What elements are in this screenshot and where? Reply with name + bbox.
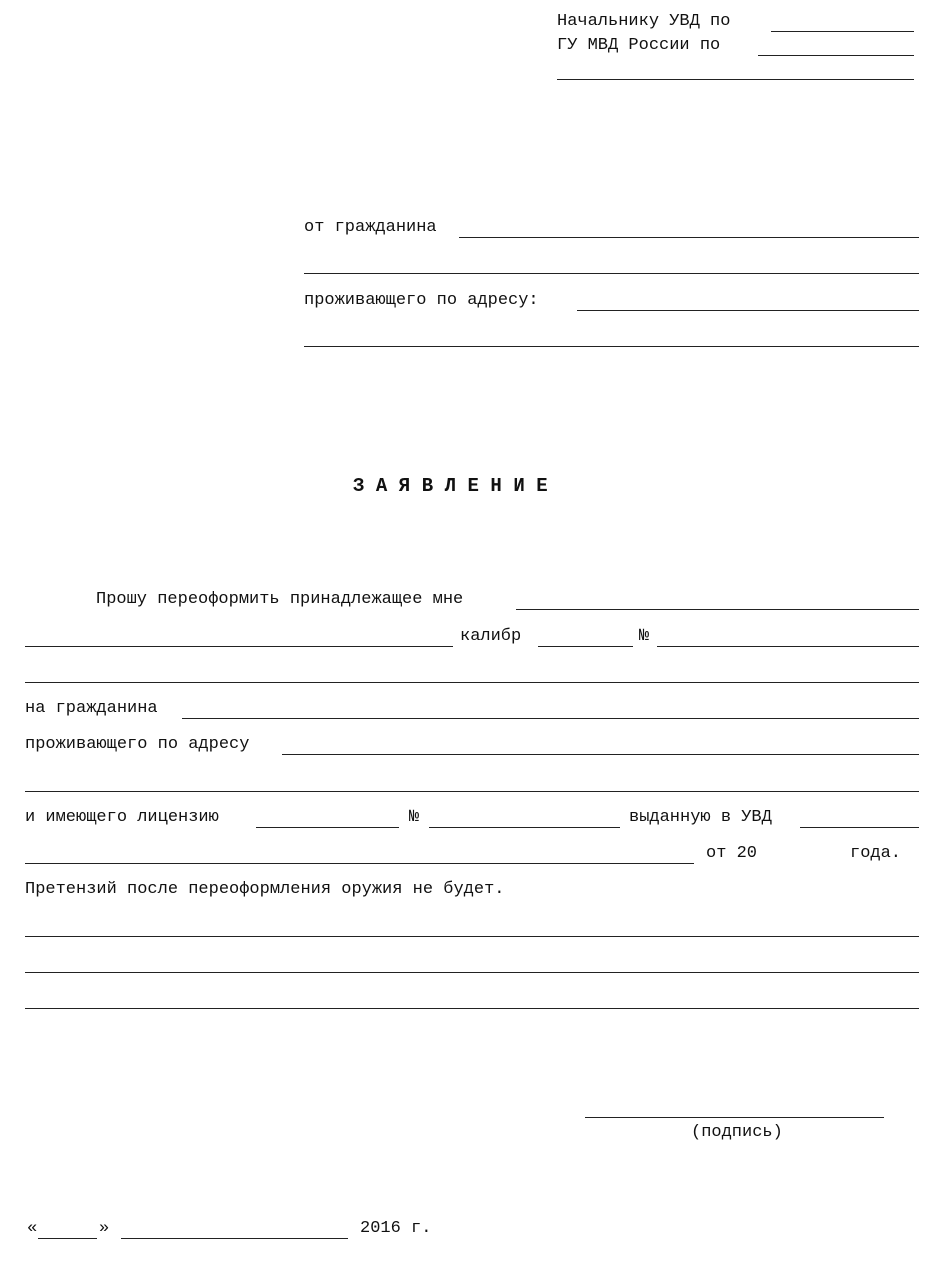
applicant-address-blank[interactable] xyxy=(577,310,919,311)
caliber-blank[interactable] xyxy=(538,646,633,647)
issued-by-blank[interactable] xyxy=(800,827,919,828)
date-open-quote: « xyxy=(27,1219,38,1238)
year-text: 2016 г. xyxy=(360,1219,432,1238)
applicant-address-label: проживающего по адресу: xyxy=(304,291,539,310)
extra-line-3[interactable] xyxy=(25,1008,919,1009)
header-line-2: ГУ МВД России по xyxy=(557,36,721,55)
from-citizen-blank-2[interactable] xyxy=(304,273,919,274)
from-citizen-blank[interactable] xyxy=(459,237,919,238)
header-line-1: Начальнику УВД по xyxy=(557,12,731,31)
request-text: Прошу переоформить принадлежащее мне xyxy=(96,590,464,609)
caliber-label: калибр xyxy=(460,627,522,646)
from-citizen-label: от гражданина xyxy=(304,218,437,237)
header-line-2-blank[interactable] xyxy=(758,55,914,56)
recipient-address-label: проживающего по адресу xyxy=(25,735,250,754)
number-sign-2: № xyxy=(409,808,420,827)
date-from-label: от 20 xyxy=(706,844,758,863)
to-citizen-blank[interactable] xyxy=(182,718,919,719)
date-close-quote: » xyxy=(99,1219,110,1238)
recipient-address-blank-2[interactable] xyxy=(25,791,919,792)
license-blank[interactable] xyxy=(256,827,399,828)
signature-blank[interactable] xyxy=(585,1117,884,1118)
license-number-blank[interactable] xyxy=(429,827,620,828)
weapon-model-blank[interactable] xyxy=(25,646,453,647)
weapon-number-blank[interactable] xyxy=(657,646,919,647)
day-blank[interactable] xyxy=(38,1238,97,1239)
no-claims-text: Претензий после переоформления оружия не будет. xyxy=(25,880,505,899)
license-label: и имеющего лицензию xyxy=(25,808,219,827)
applicant-address-blank-2[interactable] xyxy=(304,346,919,347)
extra-line-1[interactable] xyxy=(25,936,919,937)
to-citizen-label: на гражданина xyxy=(25,699,158,718)
weapon-extra-blank[interactable] xyxy=(25,682,919,683)
number-sign-1: № xyxy=(639,627,650,646)
header-line-3-blank[interactable] xyxy=(557,79,914,80)
header-line-1-blank[interactable] xyxy=(771,31,914,32)
signature-caption: (подпись) xyxy=(691,1123,783,1142)
year-word: года. xyxy=(850,844,902,863)
extra-line-2[interactable] xyxy=(25,972,919,973)
issued-label: выданную в УВД xyxy=(629,808,772,827)
issued-by-blank-2[interactable] xyxy=(25,863,694,864)
weapon-blank[interactable] xyxy=(516,609,919,610)
month-blank[interactable] xyxy=(121,1238,348,1239)
recipient-address-blank[interactable] xyxy=(282,754,919,755)
document-title: ЗАЯВЛЕНИЕ xyxy=(353,475,560,497)
